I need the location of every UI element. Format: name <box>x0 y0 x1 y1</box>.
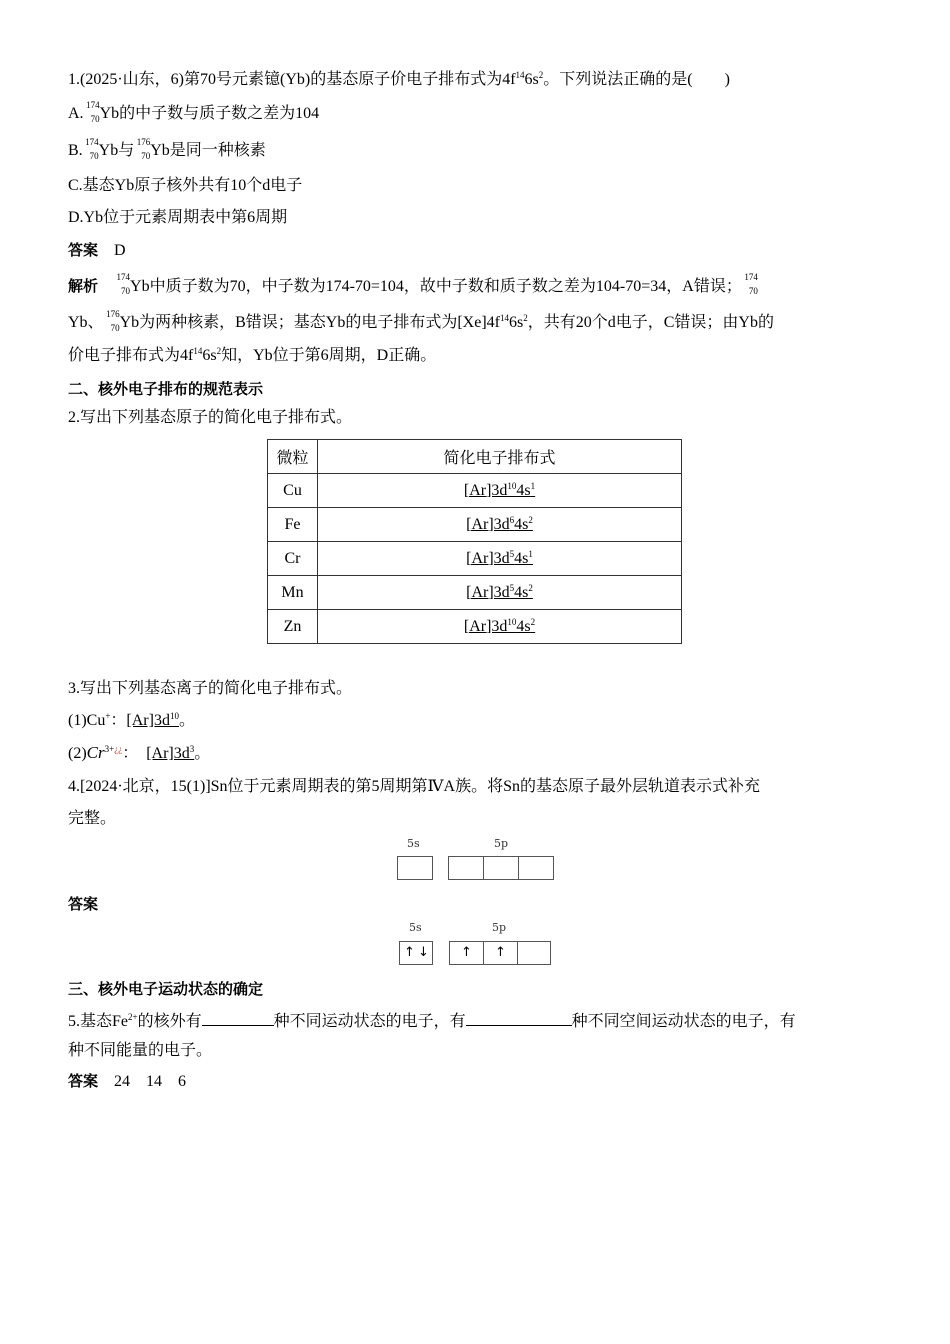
q1-analysis-line1: 解析 174 70 Yb中质子数为70，中子数为174-70=104，故中子数和质子数之差为104-70=34，A错误； 174 70 <box>68 272 758 296</box>
table-row: Cr $[Ar]3d^54s^1$ <box>268 542 682 576</box>
down-arrow-icon: ↓ <box>418 945 429 960</box>
q1-answer: 答案 D <box>68 241 126 259</box>
orbital-box-5s <box>397 856 433 880</box>
q4-stem-line1: 4.[2024·北京，15(1)]Sn位于元素周期表的第5周期第ⅣA族。将Sn的基态原子最外层轨道表示式补充 <box>68 778 760 795</box>
q1-option-b: B. 174 70 Yb与 176 70 Yb是同一种核素 <box>68 137 266 161</box>
answer-blank[interactable] <box>202 1009 274 1026</box>
q5-stem-line2: 种不同能量的电子。 <box>68 1042 213 1059</box>
header-config: 简化电子排布式 <box>318 440 682 474</box>
q5-stem-line1: 5.基态$Fe^{2+}$的核外有 种不同运动状态的电子，有 种不同空间运动状态的电子，有 <box>68 1009 796 1032</box>
q1-analysis-line2: Yb、 176 70 Yb为两种核素，B错误；基态Yb的电子排布式为$[Xe]4f^{14}6s^2$，共有20个d电子，C错误；由Yb的 <box>68 309 774 333</box>
up-arrow-icon: ↑ <box>404 945 415 960</box>
q5-answer: 答案 24 14 6 <box>68 1072 187 1090</box>
table-row: Zn $[Ar]3d^{10}4s^2$ <box>268 610 682 644</box>
q3-stem: 3.写出下列基态离子的简化电子排布式。 <box>68 680 353 697</box>
q4-stem-line2: 完整。 <box>68 810 117 827</box>
section-3-title: 三、核外电子运动状态的确定 <box>68 980 264 998</box>
up-arrow-icon: ↑ <box>461 945 472 960</box>
up-arrow-icon: ↑ <box>495 945 506 960</box>
q1-option-c: C.基态Yb原子核外共有10个d电子 <box>68 177 303 194</box>
q3-part1: (1)Cu+：$[Ar]3d^{10}$。 <box>68 711 195 729</box>
orbital-box-5p <box>448 856 554 880</box>
q2-stem: 2.写出下列基态原子的简化电子排布式。 <box>68 409 353 426</box>
table-row: Cu $[Ar]3d^{10}4s^1$ <box>268 474 682 508</box>
isotope-174-yb: 174 70 <box>86 100 100 124</box>
answer-blank[interactable] <box>466 1009 572 1026</box>
table-header-row <box>268 440 682 474</box>
q1-option-a: A. 174 70 Yb的中子数与质子数之差为104 <box>68 100 320 124</box>
q1-stem: 1.(2025·山东，6)第70号元素镱(Yb)的基态原子价电子排布式为$4f^{14}6s^2$。下列说法正确的是( ) <box>68 70 730 88</box>
orbital-label-5p: 5p <box>494 837 509 850</box>
q3-part2: $(2)Cr^{3+¿¿}$： $[Ar]3d^3$。 <box>68 743 211 762</box>
section-2-title: 二、核外电子排布的规范表示 <box>68 380 264 398</box>
orbital-label-5s: 5s <box>407 837 420 850</box>
table-row: Mn $[Ar]3d^54s^2$ <box>268 576 682 610</box>
q1-analysis-line3: 价电子排布式为$4f^{14}6s^2$知，Yb位于第6周期，D正确。 <box>68 346 437 364</box>
electron-config-table <box>267 439 682 644</box>
header-particle: 微粒 <box>268 440 318 474</box>
q1-option-d: D.Yb位于元素周期表中第6周期 <box>68 209 288 226</box>
table-row: Fe $[Ar]3d^64s^2$ <box>268 508 682 542</box>
q4-answer-label: 答案 <box>68 895 99 913</box>
